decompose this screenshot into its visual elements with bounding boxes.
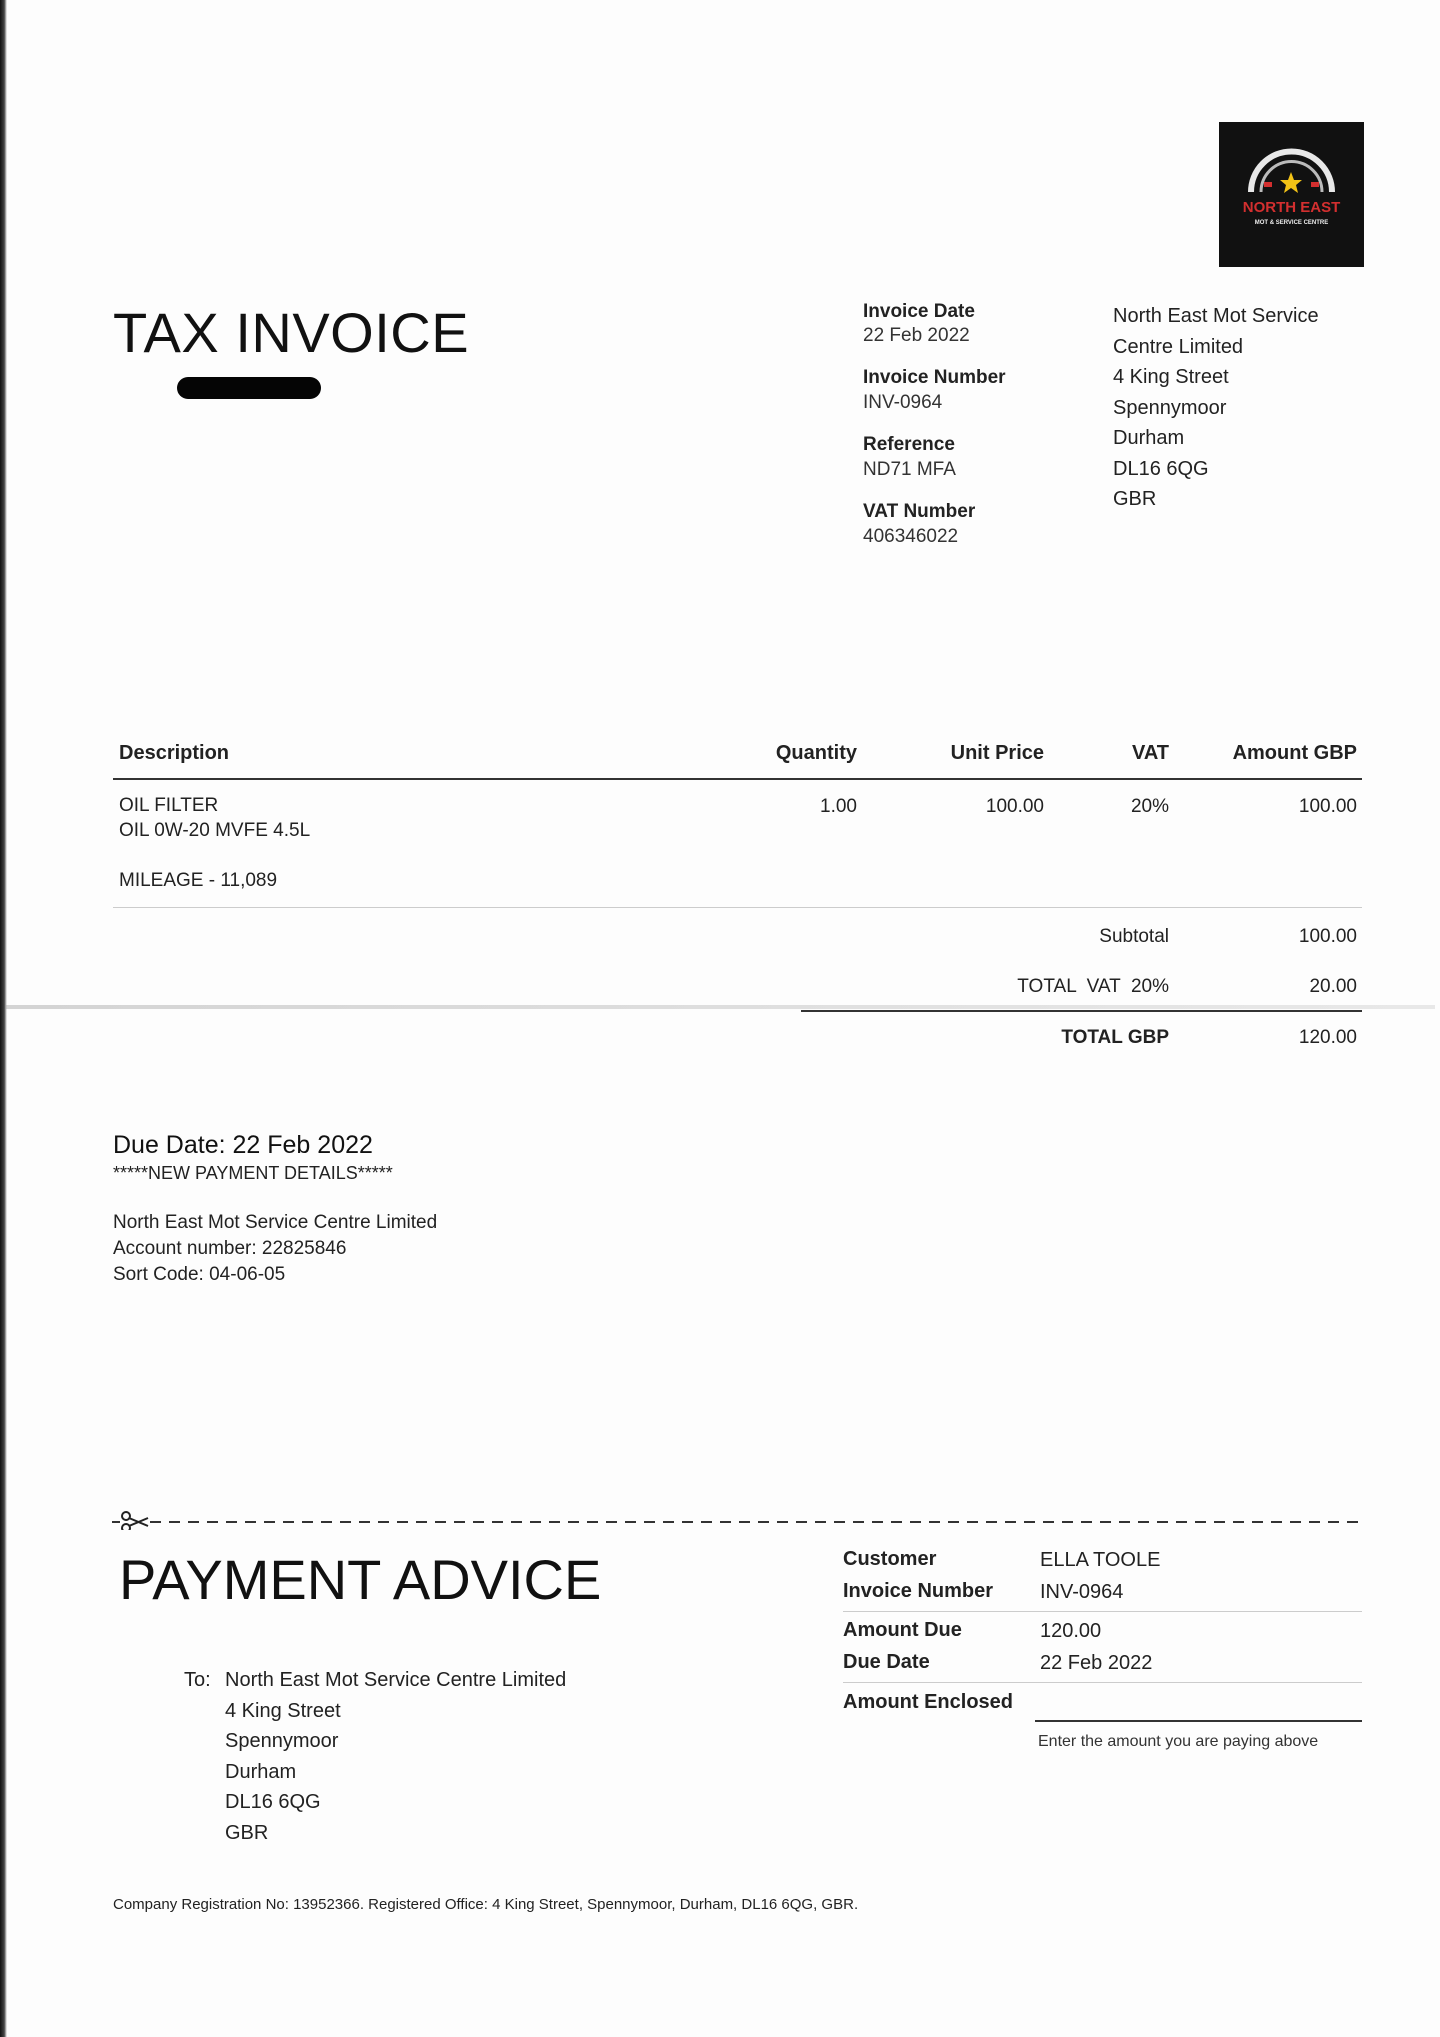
payment-details-heading: *****NEW PAYMENT DETAILS*****	[113, 1163, 393, 1183]
address-line: Durham	[1113, 427, 1185, 449]
amount-enclosed-hint: Enter the amount you are paying above	[1038, 1733, 1319, 1750]
company-registration-footer: Company Registration No: 13952366. Registered Office: 4 King Street, Spennymoor, Durham, DL16 6QG, GBR.	[113, 1896, 859, 1913]
item-quantity: 1.00	[820, 796, 857, 817]
col-header-description: Description	[119, 742, 230, 764]
invoice-number-value: INV-0964	[863, 392, 943, 413]
to-label: To:	[184, 1669, 211, 1691]
cut-line	[112, 1510, 1360, 1530]
item-description-line2: OIL 0W-20 MVFE 4.5L	[119, 820, 311, 841]
col-header-unit-price: Unit Price	[950, 742, 1044, 764]
address-line: North East Mot Service	[1113, 305, 1319, 327]
address-line: 4 King Street	[1113, 366, 1229, 388]
invoice-date-value: 22 Feb 2022	[863, 325, 970, 346]
address-line: DL16 6QG	[1113, 457, 1209, 480]
item-amount: 100.00	[1298, 796, 1357, 817]
total-vat-label: TOTAL VAT 20%	[1017, 976, 1169, 997]
pa-due-date-value: 22 Feb 2022	[1040, 1652, 1153, 1674]
amount-due-value: 120.00	[1040, 1620, 1102, 1642]
table-header-rule	[113, 778, 1362, 780]
payment-to-address	[184, 1665, 567, 1844]
reference-label: Reference	[863, 434, 955, 455]
bank-account-name: North East Mot Service Centre Limited	[113, 1212, 438, 1233]
total-gbp-value: 120.00	[1298, 1027, 1357, 1048]
payment-advice-title: PAYMENT ADVICE	[119, 1548, 602, 1611]
to-address-line: DL16 6QG	[225, 1791, 321, 1813]
to-address-line: 4 King Street	[225, 1699, 341, 1722]
col-header-amount: Amount GBP	[1232, 742, 1357, 764]
address-line: GBR	[1113, 488, 1157, 510]
pa-invoice-number-label: Invoice Number	[843, 1580, 994, 1602]
logo-text-top: NORTH EAST	[1242, 199, 1341, 216]
company-logo	[1219, 122, 1364, 267]
pa-invoice-number-value: INV-0964	[1040, 1581, 1124, 1603]
amount-enclosed-field[interactable]	[1035, 1720, 1362, 1722]
scissors-icon	[122, 1512, 148, 1530]
to-address-line: North East Mot Service Centre Limited	[225, 1669, 567, 1691]
amount-enclosed-label: Amount Enclosed	[843, 1691, 1014, 1713]
col-header-quantity: Quantity	[775, 742, 857, 764]
address-line: Spennymoor	[1113, 396, 1227, 419]
vat-number-label: VAT Number	[863, 501, 976, 522]
logo-text-bottom: MOT & SERVICE CENTRE	[1254, 220, 1329, 226]
due-date: Due Date: 22 Feb 2022	[113, 1131, 373, 1159]
item-vat: 20%	[1130, 796, 1169, 817]
mileage-note: MILEAGE - 11,089	[119, 870, 278, 891]
company-address	[1113, 301, 1319, 515]
table-row-rule	[113, 907, 1362, 908]
item-unit-price: 100.00	[985, 796, 1044, 817]
customer-label: Customer	[843, 1548, 937, 1570]
scan-streak	[5, 1005, 1435, 1009]
col-header-vat: VAT	[1131, 742, 1169, 764]
totals-rule	[801, 1010, 1362, 1012]
total-gbp-label: TOTAL GBP	[1061, 1027, 1169, 1048]
invoice-number-label: Invoice Number	[863, 367, 1006, 388]
bank-account-number: Account number: 22825846	[113, 1238, 347, 1259]
subtotal-value: 100.00	[1298, 926, 1357, 947]
item-description-line1: OIL FILTER	[119, 795, 219, 816]
invoice-date-label: Invoice Date	[863, 301, 975, 322]
bank-details	[113, 1210, 437, 1288]
page-title: TAX INVOICE	[113, 301, 470, 364]
redaction-mark	[177, 377, 321, 399]
bank-sort-code: Sort Code: 04-06-05	[113, 1264, 286, 1285]
amount-due-label: Amount Due	[843, 1619, 962, 1641]
pa-rule-2	[843, 1682, 1362, 1683]
scan-edge	[0, 0, 7, 2037]
pa-rule-1	[843, 1611, 1362, 1612]
to-address-line: Durham	[225, 1760, 297, 1783]
pa-due-date-label: Due Date	[843, 1651, 930, 1673]
customer-value: ELLA TOOLE	[1040, 1549, 1161, 1571]
address-line: Centre Limited	[1113, 335, 1244, 358]
vat-number-value: 406346022	[863, 526, 959, 547]
total-vat-value: 20.00	[1309, 976, 1357, 997]
subtotal-label: Subtotal	[1099, 926, 1169, 947]
to-address-line: GBR	[225, 1821, 269, 1844]
reference-value: ND71 MFA	[863, 459, 956, 480]
to-address-line: Spennymoor	[225, 1730, 339, 1752]
